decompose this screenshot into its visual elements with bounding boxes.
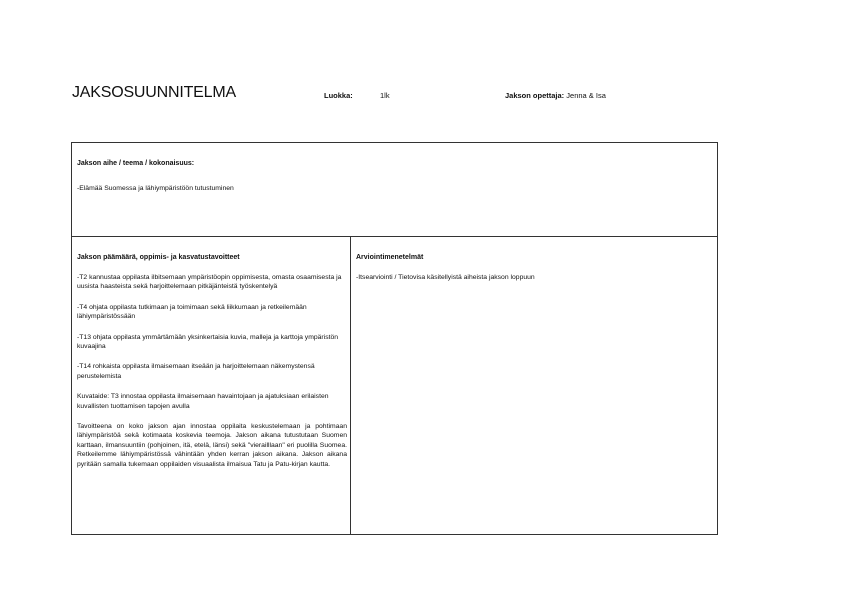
arviointi-section [350, 236, 718, 535]
aihe-section [71, 142, 718, 237]
document-title: JAKSOSUUNNITELMA [72, 84, 236, 101]
tavoite-item: -T14 rohkaista oppilasta ilmaisemaan itseään ja harjoittelemaan näkemystensä perustelemista [77, 363, 315, 380]
arviointi-title: Arviointimenetelmät [356, 254, 424, 261]
tavoite-item: -T4 ohjata oppilasta tutkimaan ja toimimaan sekä liikkumaan ja retkeilemään lähiympäristössään [77, 303, 307, 321]
luokka-label: Luokka: [324, 91, 353, 100]
aihe-title: Jakson aihe / teema / kokonaisuus: [77, 160, 195, 167]
arviointi-text: -Itsearviointi / Tietovisa käsitellyistä aiheista jakson loppuun [356, 274, 535, 281]
aihe-text: -Elämää Suomessa ja lähiympäristöön tutustuminen [77, 185, 234, 192]
tavoitteet-title: Jakson päämäärä, oppimis- ja kasvatustavoitteet [77, 254, 240, 261]
tavoite-item: Kuvataide: T3 innostaa oppilasta ilmaisemaan havaintojaan ja ajatuksiaan erilaisten kuvallisten tuottamisen tapojen avulla [77, 393, 329, 410]
tavoitteet-paragraph: Tavoitteena on koko jakson ajan innostaa oppilaita keskustelemaan ja pohtimaan lähiympäristöä sekä kotimaata koskevia teemoja. Jakson aikana tutustutaan Suomen karttaan, ilmansuuntiin (pohjoinen, itä, etelä, länsi) sekä "vierailllaan" eri puolilla Suomea. Retkeilemme lähiympäristössä vähintään yhden kerran jakson aikana. Jakson aikana pyritään samalla tukemaan oppilaiden visuaalista ilmaisua Tatu ja Patu-kirjan kautta. [77, 423, 347, 468]
opettaja-field [505, 91, 606, 100]
opettaja-value: Jenna & Isa [566, 91, 606, 100]
tavoite-item: -T13 ohjata oppilasta ymmärtämään yksinkertaisia kuvia, malleja ja karttoja ympäristön kuvaajina [77, 333, 339, 351]
opettaja-label: Jakson opettaja: [505, 91, 565, 100]
luokka-value: 1lk [380, 91, 390, 100]
tavoitteet-section [71, 236, 351, 535]
tavoite-item: -T2 kannustaa oppilasta ilbitsemaan ympäristöopin oppimisesta, omasta osaamisesta ja uusista haasteista sekä harjoittelemaan pitkäjänteistä työskentelyä [77, 274, 342, 291]
